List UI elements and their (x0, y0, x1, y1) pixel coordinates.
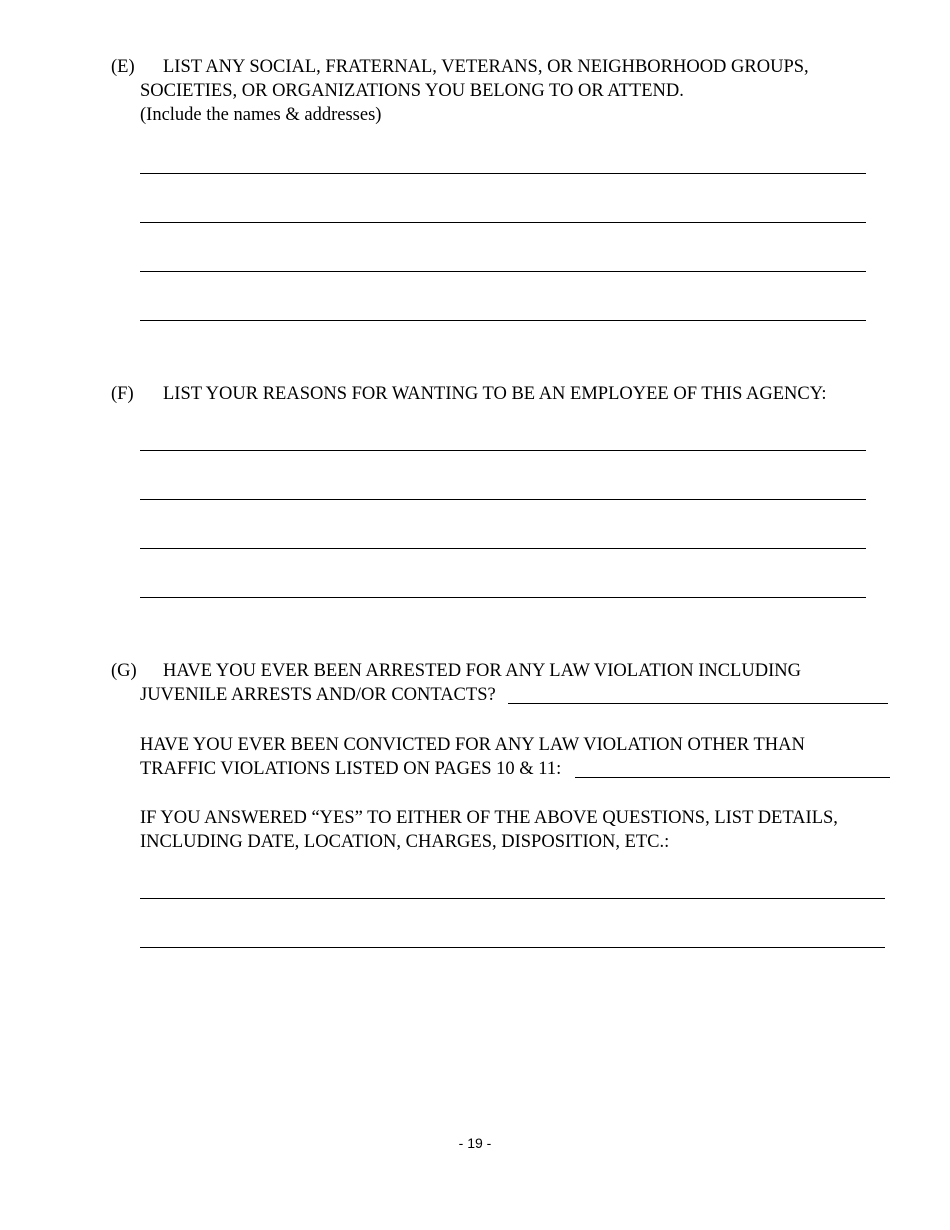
section-e-label: (E) (111, 57, 135, 77)
arrest-answer-field[interactable] (508, 703, 888, 704)
section-g-details-line-1[interactable] (140, 898, 885, 899)
section-f-answer-line-3[interactable] (140, 548, 866, 549)
section-g-label: (G) (111, 661, 137, 681)
section-e-instruction: (Include the names & addresses) (140, 105, 382, 125)
section-g-arrest-question-line-2: JUVENILE ARRESTS AND/OR CONTACTS? (140, 685, 496, 705)
section-f-question: LIST YOUR REASONS FOR WANTING TO BE AN EMPLOYEE OF THIS AGENCY: (163, 384, 827, 404)
section-g-details-instruction-line-1: IF YOU ANSWERED “YES” TO EITHER OF THE ABOVE QUESTIONS, LIST DETAILS, (140, 808, 838, 828)
section-g-conviction-question-line-1: HAVE YOU EVER BEEN CONVICTED FOR ANY LAW VIOLATION OTHER THAN (140, 735, 805, 755)
page-number: - 19 - (458, 1135, 492, 1151)
section-f-answer-line-4[interactable] (140, 597, 866, 598)
section-f-label: (F) (111, 384, 134, 404)
section-f-answer-line-1[interactable] (140, 450, 866, 451)
section-g-details-line-2[interactable] (140, 947, 885, 948)
section-g-details-instruction-line-2: INCLUDING DATE, LOCATION, CHARGES, DISPOSITION, ETC.: (140, 832, 670, 852)
section-f-answer-line-2[interactable] (140, 499, 866, 500)
section-e-answer-line-1[interactable] (140, 173, 866, 174)
section-g-conviction-question-line-2: TRAFFIC VIOLATIONS LISTED ON PAGES 10 & 11: (140, 759, 562, 779)
conviction-answer-field[interactable] (575, 777, 890, 778)
section-e-answer-line-4[interactable] (140, 320, 866, 321)
section-e-answer-line-2[interactable] (140, 222, 866, 223)
section-e-answer-line-3[interactable] (140, 271, 866, 272)
section-e-question-line-2: SOCIETIES, OR ORGANIZATIONS YOU BELONG TO OR ATTEND. (140, 81, 684, 101)
section-e-question-line-1: LIST ANY SOCIAL, FRATERNAL, VETERANS, OR NEIGHBORHOOD GROUPS, (163, 57, 809, 77)
section-g-arrest-question-line-1: HAVE YOU EVER BEEN ARRESTED FOR ANY LAW VIOLATION INCLUDING (163, 661, 801, 681)
